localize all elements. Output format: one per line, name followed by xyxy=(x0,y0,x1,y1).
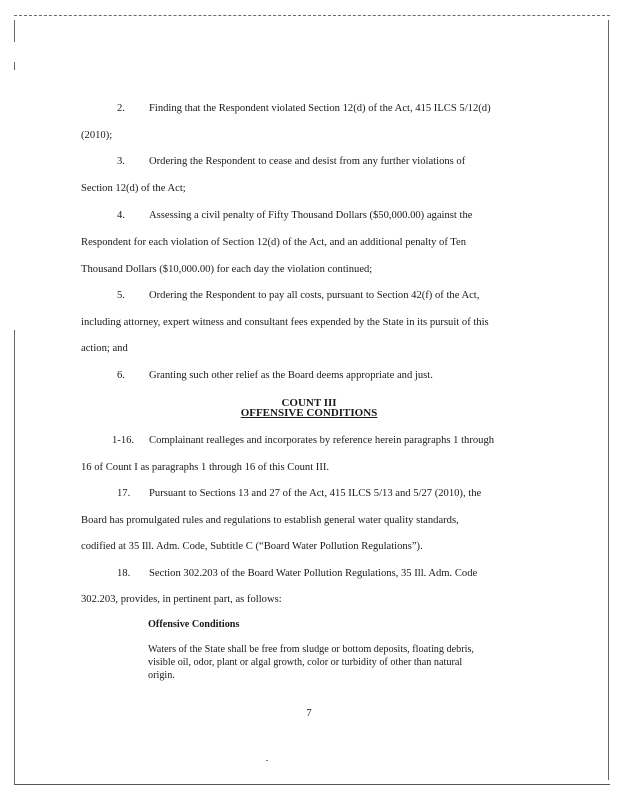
quote-title: Offensive Conditions xyxy=(148,619,240,630)
paragraph-text: Complainant realleges and incorporates by reference herein paragraphs 1 through xyxy=(149,435,495,446)
count-subheading: OFFENSIVE CONDITIONS xyxy=(240,407,378,419)
scan-border-top xyxy=(14,15,610,16)
list-item-text: Assessing a civil penalty of Fifty Thousand Dollars ($50,000.00) against the xyxy=(149,210,473,221)
paragraph-text: codified at 35 Ill. Adm. Code, Subtitle C (“Board Water Pollution Regulations”). xyxy=(81,541,423,552)
scan-border-left xyxy=(14,20,15,42)
quote-line: visible oil, odor, plant or algal growth, color or turbidity of other than natural xyxy=(148,657,463,668)
paragraph-text: Pursuant to Sections 13 and 27 of the Act, 415 ILCS 5/13 and 5/27 (2010), the xyxy=(149,488,482,499)
list-item-text: Ordering the Respondent to cease and desist from any further violations of xyxy=(149,156,466,167)
paragraph-text: Section 302.203 of the Board Water Pollution Regulations, 35 Ill. Adm. Code xyxy=(149,568,478,579)
quote-line: origin. xyxy=(148,670,175,681)
count-heading: COUNT III xyxy=(281,397,337,409)
paragraph-number: 18. xyxy=(117,568,131,579)
list-item-text: including attorney, expert witness and consultant fees expended by the State in its pursuit of this xyxy=(81,317,489,328)
list-item-text: action; and xyxy=(81,343,128,354)
list-item-number: 2. xyxy=(117,103,125,114)
paragraph-number: 1-16. xyxy=(112,435,135,446)
list-item-number: 5. xyxy=(117,290,125,301)
list-item-number: 4. xyxy=(117,210,125,221)
list-item-text: Ordering the Respondent to pay all costs, pursuant to Section 42(f) of the Act, xyxy=(149,290,480,301)
list-item-number: 6. xyxy=(117,370,125,381)
page-number: 7 xyxy=(306,708,312,719)
paragraph-number: 17. xyxy=(117,488,131,499)
paragraph-text: Board has promulgated rules and regulations to establish general water quality standards, xyxy=(81,515,459,526)
list-item-number: 3. xyxy=(117,156,125,167)
list-item-text: Thousand Dollars ($10,000.00) for each day the violation continued; xyxy=(81,264,373,275)
scan-border-right xyxy=(608,20,609,780)
scan-border-bottom xyxy=(14,784,610,785)
quote-line: Waters of the State shall be free from sludge or bottom deposits, floating debris, xyxy=(148,644,474,655)
list-item-text: Granting such other relief as the Board deems appropriate and just. xyxy=(149,370,433,381)
paragraph-text: 16 of Count I as paragraphs 1 through 16 of this Count III. xyxy=(81,462,330,473)
list-item-text: (2010); xyxy=(81,130,113,141)
scan-border-left xyxy=(14,62,15,70)
scan-speck xyxy=(266,760,268,761)
list-item-text: Respondent for each violation of Section 12(d) of the Act, and an additional penalty of Ten xyxy=(81,237,467,248)
paragraph-text: 302.203, provides, in pertinent part, as follows: xyxy=(81,594,282,605)
list-item-text: Section 12(d) of the Act; xyxy=(81,183,186,194)
list-item-text: Finding that the Respondent violated Section 12(d) of the Act, 415 ILCS 5/12(d) xyxy=(149,103,491,114)
